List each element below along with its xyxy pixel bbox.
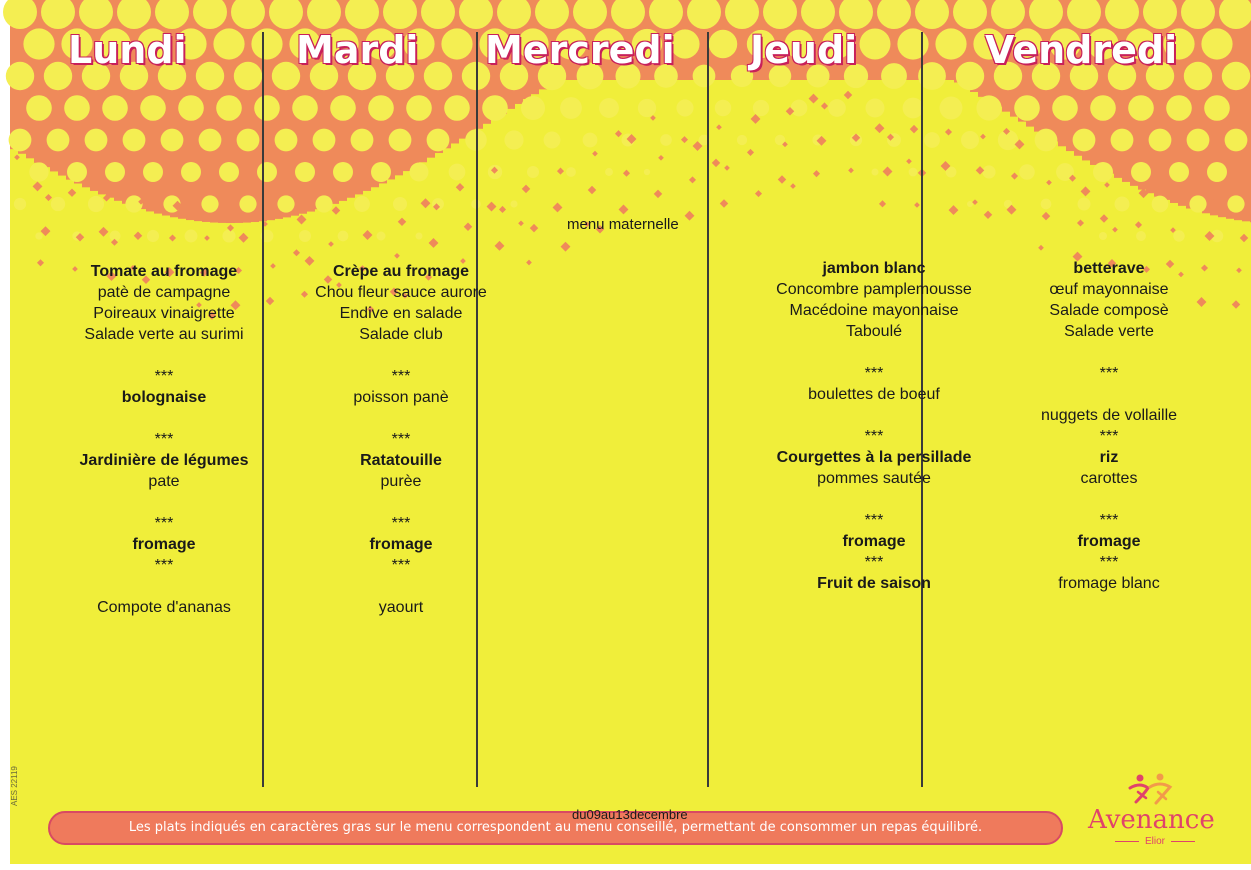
menu-item: pommes sautée — [817, 470, 931, 487]
menu-item: pate — [148, 473, 180, 490]
menu-item: fromage — [132, 536, 196, 553]
menu-item: patè de campagne — [97, 284, 231, 301]
menu-item: fromage blanc — [1058, 575, 1160, 592]
separator: *** — [1099, 554, 1119, 571]
menu-item: Fruit de saison — [817, 575, 931, 592]
separator: *** — [154, 515, 174, 532]
day-title-mercredi: Mercredi — [485, 28, 675, 72]
menu-item: yaourt — [378, 599, 424, 616]
separator: *** — [864, 428, 884, 445]
footer-banner — [48, 811, 1063, 845]
brand-name: Avenance — [1088, 805, 1215, 835]
menu-item: nuggets de vollaille — [1040, 407, 1178, 424]
menu-item: betterave — [1073, 260, 1145, 277]
column-divider — [707, 32, 709, 787]
separator: *** — [1099, 512, 1119, 529]
menu-item: Salade composè — [1049, 302, 1169, 319]
menu-item: fromage — [842, 533, 906, 550]
separator: *** — [864, 365, 884, 382]
menu-column-lundi — [59, 261, 269, 618]
brand-subname: Elior — [1109, 836, 1199, 847]
day-title-lundi: Lundi — [68, 28, 187, 72]
separator: *** — [154, 368, 174, 385]
menu-item: jambon blanc — [822, 260, 926, 277]
menu-item: Crèpe au fromage — [332, 263, 470, 280]
print-code: AES 22119 — [10, 766, 19, 806]
separator: *** — [391, 431, 411, 448]
separator: *** — [154, 431, 174, 448]
day-title-jeudi: Jeudi — [750, 28, 858, 72]
separator: *** — [864, 554, 884, 571]
menu-item: Salade verte — [1064, 323, 1154, 340]
separator: *** — [864, 512, 884, 529]
menu-item: fromage — [1077, 533, 1141, 550]
separator: *** — [391, 557, 411, 574]
menu-column-mardi — [296, 261, 506, 618]
mercredi-note: menu maternelle — [567, 216, 679, 233]
menu-item: œuf mayonnaise — [1049, 281, 1169, 298]
menu-item: bolognaise — [121, 389, 207, 406]
day-title-mardi: Mardi — [296, 28, 419, 72]
separator: *** — [1099, 365, 1119, 382]
menu-item: Macédoine mayonnaise — [789, 302, 959, 319]
menu-item: fromage — [369, 536, 433, 553]
separator: *** — [391, 368, 411, 385]
menu-item: Chou fleur sauce aurore — [315, 284, 487, 301]
separator: *** — [1099, 428, 1119, 445]
menu-item: Jardinière de légumes — [79, 452, 249, 469]
menu-item: Compote d'ananas — [97, 599, 231, 616]
separator: *** — [391, 515, 411, 532]
menu-item: Ratatouille — [360, 452, 442, 469]
menu-item: purèe — [380, 473, 422, 490]
menu-item: Taboulé — [845, 323, 903, 340]
avenance-logo-icon — [1126, 772, 1174, 806]
footer-banner-text: Les plats indiqués en caractères gras sur le menu correspondent au menu conseillé, permettant de consommer un repas équilibré. — [128, 820, 983, 835]
menu-item: carottes — [1080, 470, 1138, 487]
day-title-vendredi: Vendredi — [985, 28, 1178, 72]
menu-item: boulettes de boeuf — [808, 386, 940, 403]
menu-item: Salade club — [359, 326, 443, 343]
scan-edge-bottom — [0, 864, 1251, 870]
menu-item: Poireaux vinaigrette — [93, 305, 235, 322]
menu-item: Tomate au fromage — [90, 263, 238, 280]
separator: *** — [154, 557, 174, 574]
menu-column-vendredi — [1004, 258, 1214, 594]
menu-item: Endive en salade — [339, 305, 463, 322]
menu-item: Courgettes à la persillade — [776, 449, 972, 466]
menu-column-jeudi — [769, 258, 979, 594]
date-range: du09au13decembre — [572, 807, 688, 822]
menu-item: Salade verte au surimi — [84, 326, 244, 343]
menu-item: poisson panè — [353, 389, 449, 406]
menu-item: Concombre pamplemousse — [776, 281, 972, 298]
menu-item: riz — [1099, 449, 1119, 466]
